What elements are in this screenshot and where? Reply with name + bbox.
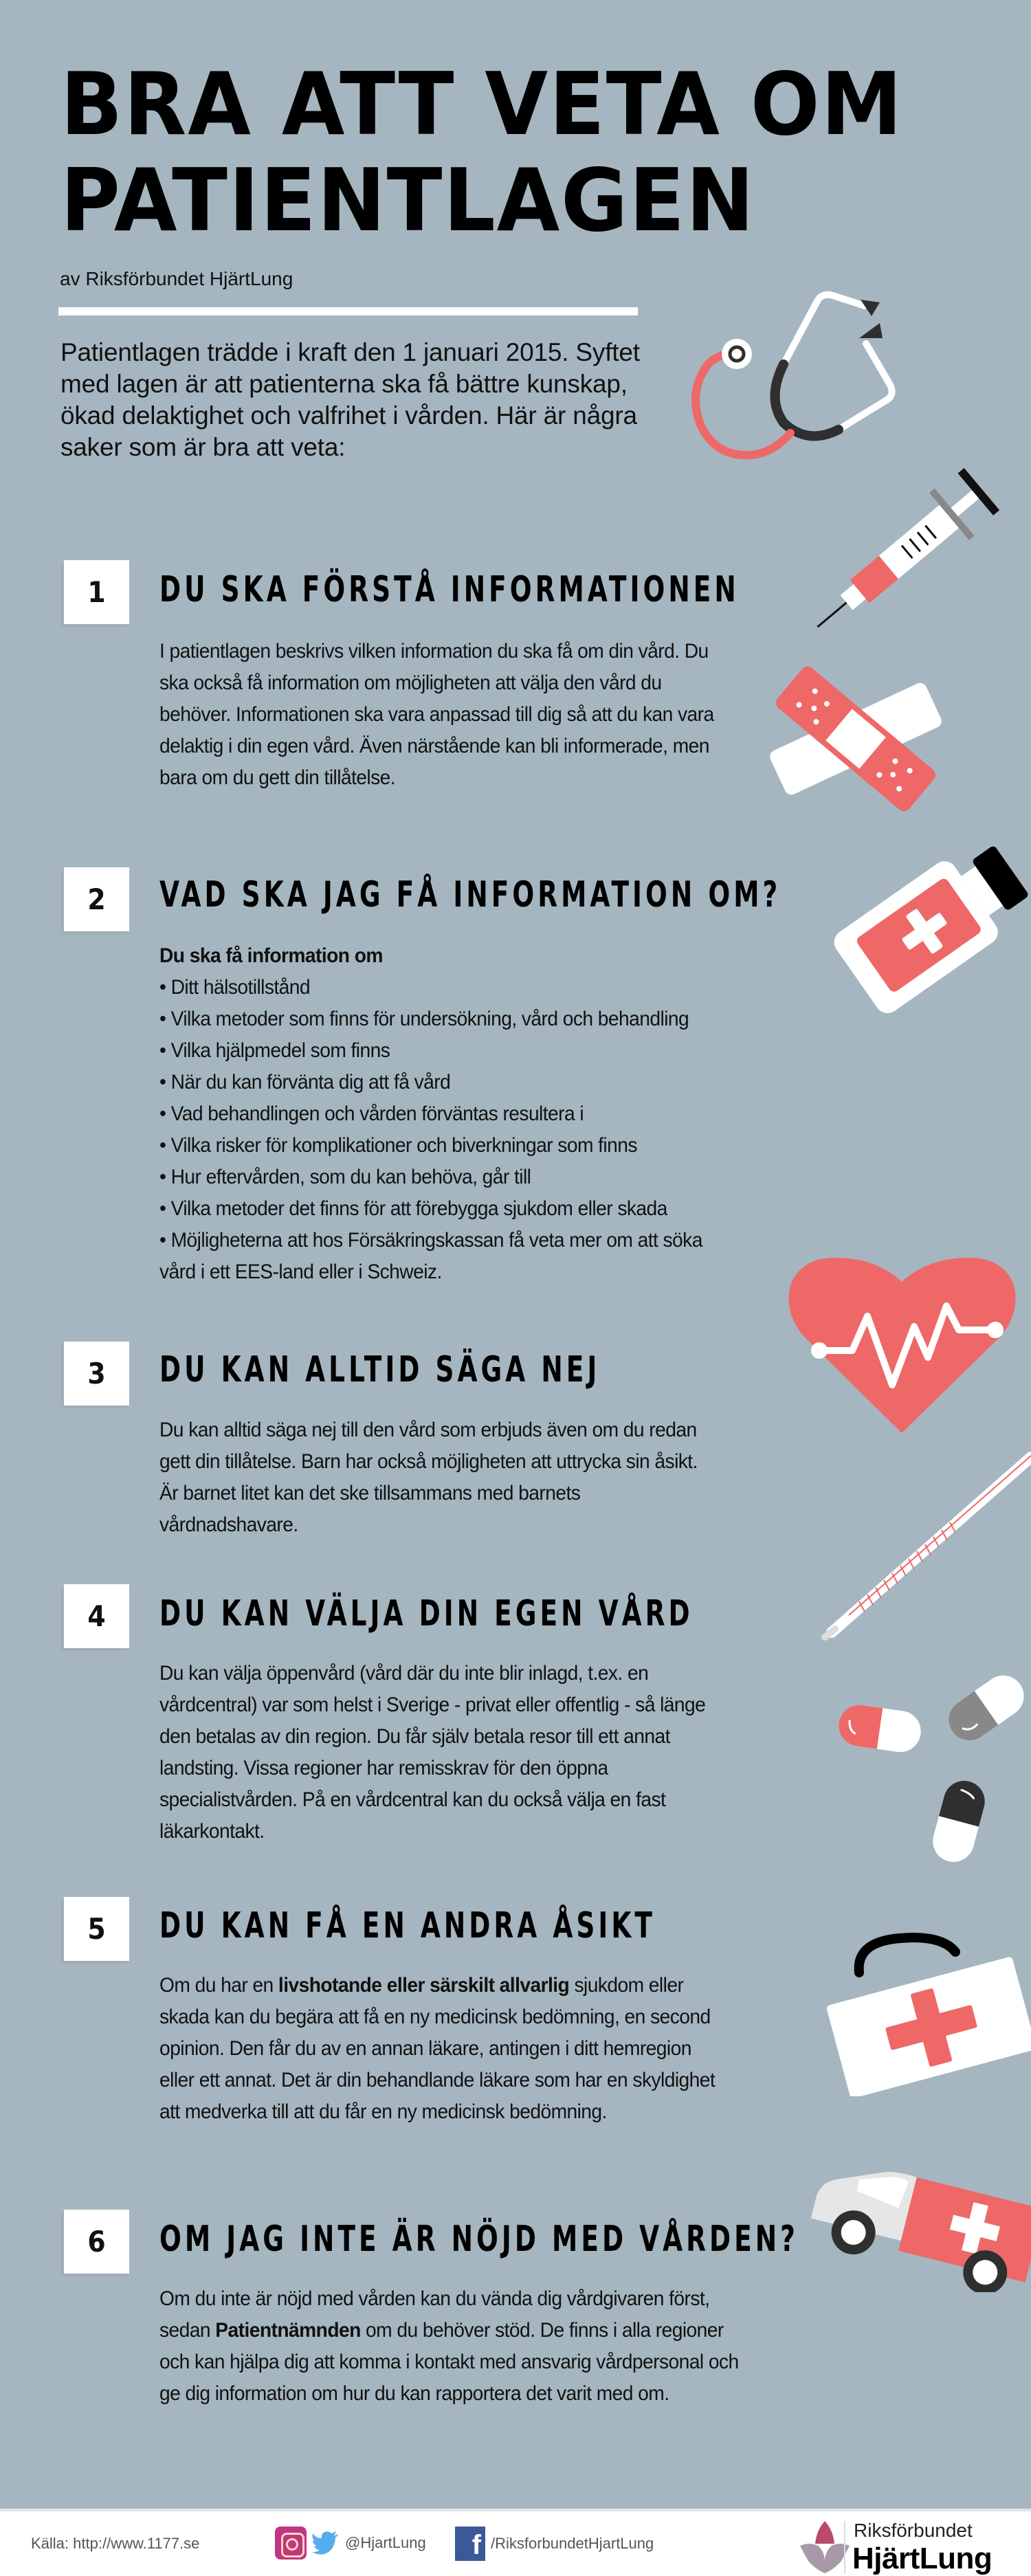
body-text: om du behöver stöd. De finns i alla regioner och kan hjälpa dig att komma i kontakt med ansvarig vårdpersonal och ge dig information om hur du kan rapportera det varit med om. bbox=[159, 2319, 739, 2405]
twitter-icon[interactable] bbox=[312, 2531, 340, 2555]
list-item: • Möjligheterna att hos Försäkringskassan få veta mer om att söka vård i ett EES-land eller i Schweiz. bbox=[159, 1229, 702, 1283]
footer bbox=[0, 2509, 1031, 2576]
list-item: • Vilka metoder det finns för att förebygga sjukdom eller skada bbox=[159, 1197, 667, 1220]
info-list bbox=[159, 940, 792, 1288]
section-heading: OM JAG INTE ÄR NÖJD MED VÅRDEN? bbox=[159, 2219, 799, 2260]
section-heading: VAD SKA JAG FÅ INFORMATION OM? bbox=[159, 874, 781, 915]
title-line-1: BRA ATT VETA OM bbox=[60, 54, 904, 155]
medicine-bottle-icon bbox=[818, 839, 1031, 1024]
list-item: • Vad behandlingen och vården förväntas resultera i bbox=[159, 1102, 584, 1125]
list-item: • Hur eftervården, som du kan behöva, går till bbox=[159, 1166, 531, 1188]
subtitle: av Riksförbundet HjärtLung bbox=[60, 268, 293, 289]
section-number-badge: 3 bbox=[64, 1342, 129, 1406]
list-item: • Vilka hjälpmedel som finns bbox=[159, 1039, 390, 1062]
list-item: • Ditt hälsotillstånd bbox=[159, 976, 311, 999]
social-facebook[interactable] bbox=[455, 2527, 654, 2561]
body-text: sjukdom eller skada kan du begära att få en ny medicinsk bedömning, en second opinion. Den får du av en annan läkare, antingen i ditt hemregion eller ett annat. Det är din behandlande läkare som har en skyldighet att medverka till att du får en ny medicinsk bedömning. bbox=[159, 1974, 716, 2123]
section-number-badge: 1 bbox=[64, 560, 129, 624]
list-item: • Vilka risker för komplikationer och biverkningar som finns bbox=[159, 1134, 637, 1157]
facebook-handle[interactable]: /RiksforbundetHjartLung bbox=[491, 2535, 654, 2552]
list-item: • När du kan förvänta dig att få vård bbox=[159, 1071, 451, 1093]
source-link[interactable]: Källa: http://www.1177.se bbox=[31, 2535, 200, 2552]
section-heading: DU KAN FÅ EN ANDRA ÅSIKT bbox=[159, 1905, 656, 1946]
instagram-icon[interactable] bbox=[275, 2527, 307, 2560]
section-heading: DU SKA FÖRSTÅ INFORMATIONEN bbox=[159, 569, 740, 610]
list-intro: Du ska få information om bbox=[159, 944, 383, 967]
divider bbox=[58, 307, 638, 315]
organization-logo bbox=[777, 2517, 1024, 2576]
emphasis-text: Patientnämnden bbox=[215, 2319, 361, 2342]
logo-divider bbox=[844, 2521, 845, 2573]
emphasis-text: livshotande eller särskilt allvarlig bbox=[278, 1974, 570, 1997]
section-body bbox=[159, 2283, 741, 2410]
body-text: Om du inte är nöjd med vården kan du vända dig vårdgivaren först, sedan bbox=[159, 2287, 710, 2342]
section-body: Du kan välja öppenvård (vård där du inte blir inlagd, t.ex. en vårdcentral) var som helst i Sverige - privat eller offentlig - så länge den betalas av din region. Du får själv betala resor till ett annat landsting. Vissa regioner har remisskrav för den öppna specialistvården. På en vårdcentral kan du också välja en fast läkarkontakt. bbox=[159, 1662, 706, 1843]
page-title bbox=[60, 56, 903, 249]
thermometer-icon bbox=[818, 1443, 1031, 1643]
social-twitter-instagram[interactable] bbox=[275, 2527, 426, 2560]
section-number-badge: 5 bbox=[64, 1897, 129, 1961]
body-text: Om du har en bbox=[159, 1974, 278, 1997]
syringe-icon bbox=[804, 440, 1031, 646]
facebook-icon[interactable]: f bbox=[455, 2527, 485, 2561]
section-body bbox=[159, 1970, 715, 2128]
section-body: Du kan alltid säga nej till den vård som erbjuds även om du redan gett din tillåtelse. Barn har också möjligheten att uttrycka sin åsikt. Är barnet litet kan det ske tillsammans med barnets vårdnadshavare. bbox=[159, 1419, 698, 1536]
section-number-badge: 2 bbox=[64, 867, 129, 931]
heartbeat-icon bbox=[784, 1254, 1021, 1436]
ambulance-icon bbox=[804, 2141, 1031, 2292]
pills-icon bbox=[832, 1660, 1031, 1866]
first-aid-kit-icon bbox=[818, 1931, 1031, 2096]
twitter-handle[interactable]: @HjartLung bbox=[345, 2534, 426, 2551]
bandage-icon bbox=[756, 660, 955, 818]
section-body: I patientlagen beskrivs vilken information du ska få om din vård. Du ska också få information om möjligheten att välja den vård du behöver. Informationen ska vara anpassad till dig så att du kan vara delaktig i din egen vård. Även närstående kan bli informerade, men bara om du gett din tillåtelse. bbox=[159, 640, 714, 789]
section-number-badge: 4 bbox=[64, 1584, 129, 1648]
logo-text-small: Riksförbundet bbox=[854, 2520, 973, 2541]
title-line-2: PATIENTLAGEN bbox=[60, 150, 756, 251]
list-item: • Vilka metoder som finns för undersökning, vård och behandling bbox=[159, 1008, 689, 1030]
section-heading: DU KAN ALLTID SÄGA NEJ bbox=[159, 1349, 601, 1390]
section-number-badge: 6 bbox=[64, 2210, 129, 2274]
intro-paragraph: Patientlagen trädde i kraft den 1 januari 2015. Syftet med lagen är att patienterna ska få bättre kunskap, ökad delaktighet och valfrihet i vården. Här är några saker som är bra att veta: bbox=[60, 338, 640, 461]
section-heading: DU KAN VÄLJA DIN EGEN VÅRD bbox=[159, 1593, 694, 1634]
logo-text-big: HjärtLung bbox=[852, 2542, 993, 2575]
